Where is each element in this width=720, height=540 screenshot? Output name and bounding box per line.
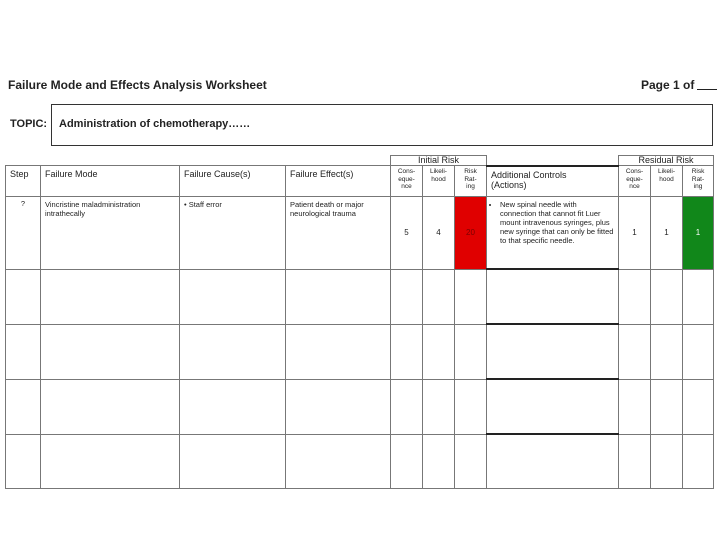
col-step: Step (6, 166, 41, 197)
row-residual-likelihood: 1 (651, 197, 683, 270)
fmea-table (5, 155, 714, 489)
col-failure-effect: Failure Effect(s) (286, 166, 391, 197)
bullet: • (184, 200, 189, 209)
topic-box (51, 104, 713, 146)
row-residual-risk-rating: 1 (683, 197, 714, 270)
row-initial-risk-rating: 20 (455, 197, 487, 270)
page-label: Page 1 of (641, 78, 695, 92)
row-residual-consequence: 1 (619, 197, 651, 270)
col-residual-consequence: Cons- eque- nce (619, 166, 651, 197)
row-initial-likelihood: 4 (423, 197, 455, 270)
row-step: ? (6, 197, 41, 270)
col-additional-controls: Additional Controls (Actions) (487, 166, 619, 197)
header-group-row (6, 156, 714, 166)
page-total-blank (697, 89, 717, 90)
table-row (6, 269, 714, 324)
residual-risk-header: Residual Risk (619, 156, 714, 166)
row-failure-cause: • Staff error (180, 197, 286, 270)
table-row (6, 197, 714, 270)
worksheet-title: Failure Mode and Effects Analysis Worksheet (8, 78, 267, 92)
table-row (6, 324, 714, 379)
initial-risk-header: Initial Risk (391, 156, 487, 166)
col-initial-likelihood: Likeli- hood (423, 166, 455, 197)
row-additional-controls: • New spinal needle with connection that cannot fit Luer mount intravenous syringes, plus new syringe that can only be fitted to that specific needle. (487, 197, 619, 270)
col-failure-mode: Failure Mode (41, 166, 180, 197)
row-failure-effect: Patient death or major neurological trauma (286, 197, 391, 270)
col-failure-cause: Failure Cause(s) (180, 166, 286, 197)
table-row (6, 379, 714, 434)
topic-label: TOPIC: (10, 118, 48, 130)
col-initial-consequence: Cons- eque- nce (391, 166, 423, 197)
row-failure-mode: Vincristine maladministration intrathecally (41, 197, 180, 270)
row-initial-consequence: 5 (391, 197, 423, 270)
header-row (6, 166, 714, 197)
col-residual-likelihood: Likeli- hood (651, 166, 683, 197)
col-residual-risk-rating: Risk Rat- ing (683, 166, 714, 197)
topic-value: Administration of chemotherapy…… (59, 118, 251, 130)
table-row (6, 434, 714, 489)
col-initial-risk-rating: Risk Rat- ing (455, 166, 487, 197)
page-number (641, 78, 717, 92)
